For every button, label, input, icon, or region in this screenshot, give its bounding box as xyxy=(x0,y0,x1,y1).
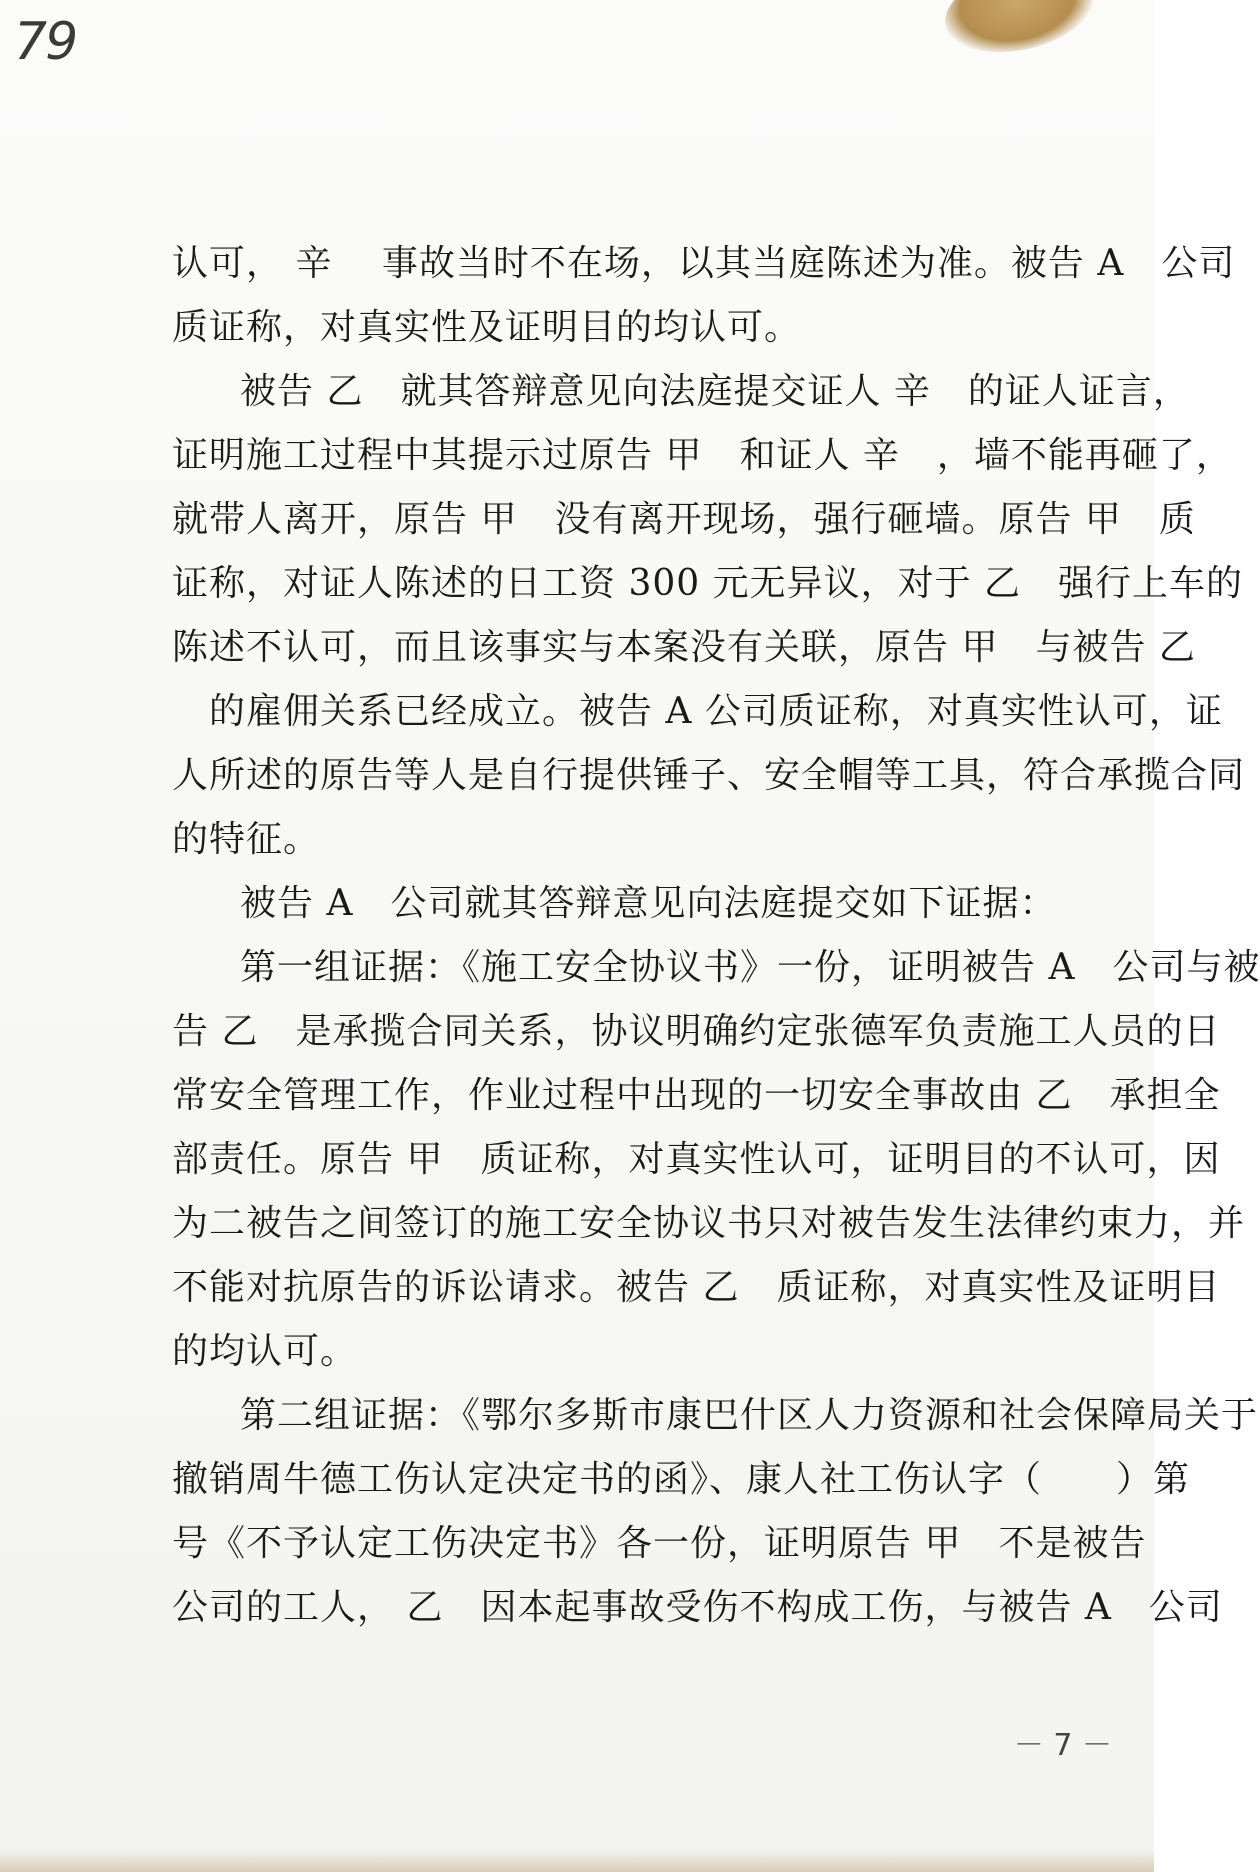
text-line: 撤销周牛德工伤认定决定书的函》、康人社工伤认字（ ）第 xyxy=(172,1459,1191,1500)
text-line: 部责任。原告 甲 质证称，对真实性认可，证明目的不认可，因 xyxy=(172,1139,1221,1180)
text-line: 第一组证据：《施工安全协议书》一份，证明被告 A 公司与被 xyxy=(240,947,1260,988)
text-line: 人所述的原告等人是自行提供锤子、安全帽等工具，符合承揽合同 xyxy=(172,755,1246,796)
text-line: 第二组证据：《鄂尔多斯市康巴什区人力资源和社会保障局关于 xyxy=(240,1395,1259,1436)
text-line: 的特征。 xyxy=(172,819,321,860)
text-line: 号《不予认定工伤决定书》各一份，证明原告 甲 不是被告 xyxy=(172,1523,1147,1564)
text-line: 告 乙 是承揽合同关系，协议明确约定张德军负责施工人员的日 xyxy=(172,1011,1221,1052)
text-line: 被告 乙 就其答辩意见向法庭提交证人 辛 的证人证言， xyxy=(240,371,1190,412)
handwritten-page-mark: 79 xyxy=(14,12,77,72)
text-line: 陈述不认可，而且该事实与本案没有关联，原告 甲 与被告 乙 xyxy=(172,627,1196,668)
document-body xyxy=(172,232,1260,1640)
text-line: 证称，对证人陈述的日工资 300 元无异议，对于 乙 强行上车的 xyxy=(172,563,1244,604)
text-line: 的均认可。 xyxy=(172,1331,358,1372)
text-line: 公司的工人， 乙 因本起事故受伤不构成工伤，与被告 A 公司 xyxy=(172,1587,1223,1628)
text-line: 为二被告之间签订的施工安全协议书只对被告发生法律约束力，并 xyxy=(172,1203,1246,1244)
page-edge-shadow xyxy=(0,1850,1154,1872)
text-line: 质证称，对真实性及证明目的均认可。 xyxy=(172,307,802,348)
text-line: 证明施工过程中其提示过原告 甲 和证人 辛 ，墙不能再砸了， xyxy=(172,435,1233,476)
text-line: 不能对抗原告的诉讼请求。被告 乙 质证称，对真实性及证明目 xyxy=(172,1267,1221,1308)
page-number: － 7 － xyxy=(1013,1728,1112,1763)
decorative-stain xyxy=(937,0,1100,65)
text-line: 被告 A 公司就其答辩意见向法庭提交如下证据： xyxy=(240,883,1057,924)
text-line: 就带人离开，原告 甲 没有离开现场，强行砸墙。原告 甲 质 xyxy=(172,499,1196,540)
text-line: 的雇佣关系已经成立。被告 A 公司质证称，对真实性认可，证 xyxy=(172,691,1223,732)
text-line: 常安全管理工作，作业过程中出现的一切安全事故由 乙 承担全 xyxy=(172,1075,1221,1116)
text-line: 认可， 辛 事故当时不在场，以其当庭陈述为准。被告 A 公司 xyxy=(172,243,1236,284)
